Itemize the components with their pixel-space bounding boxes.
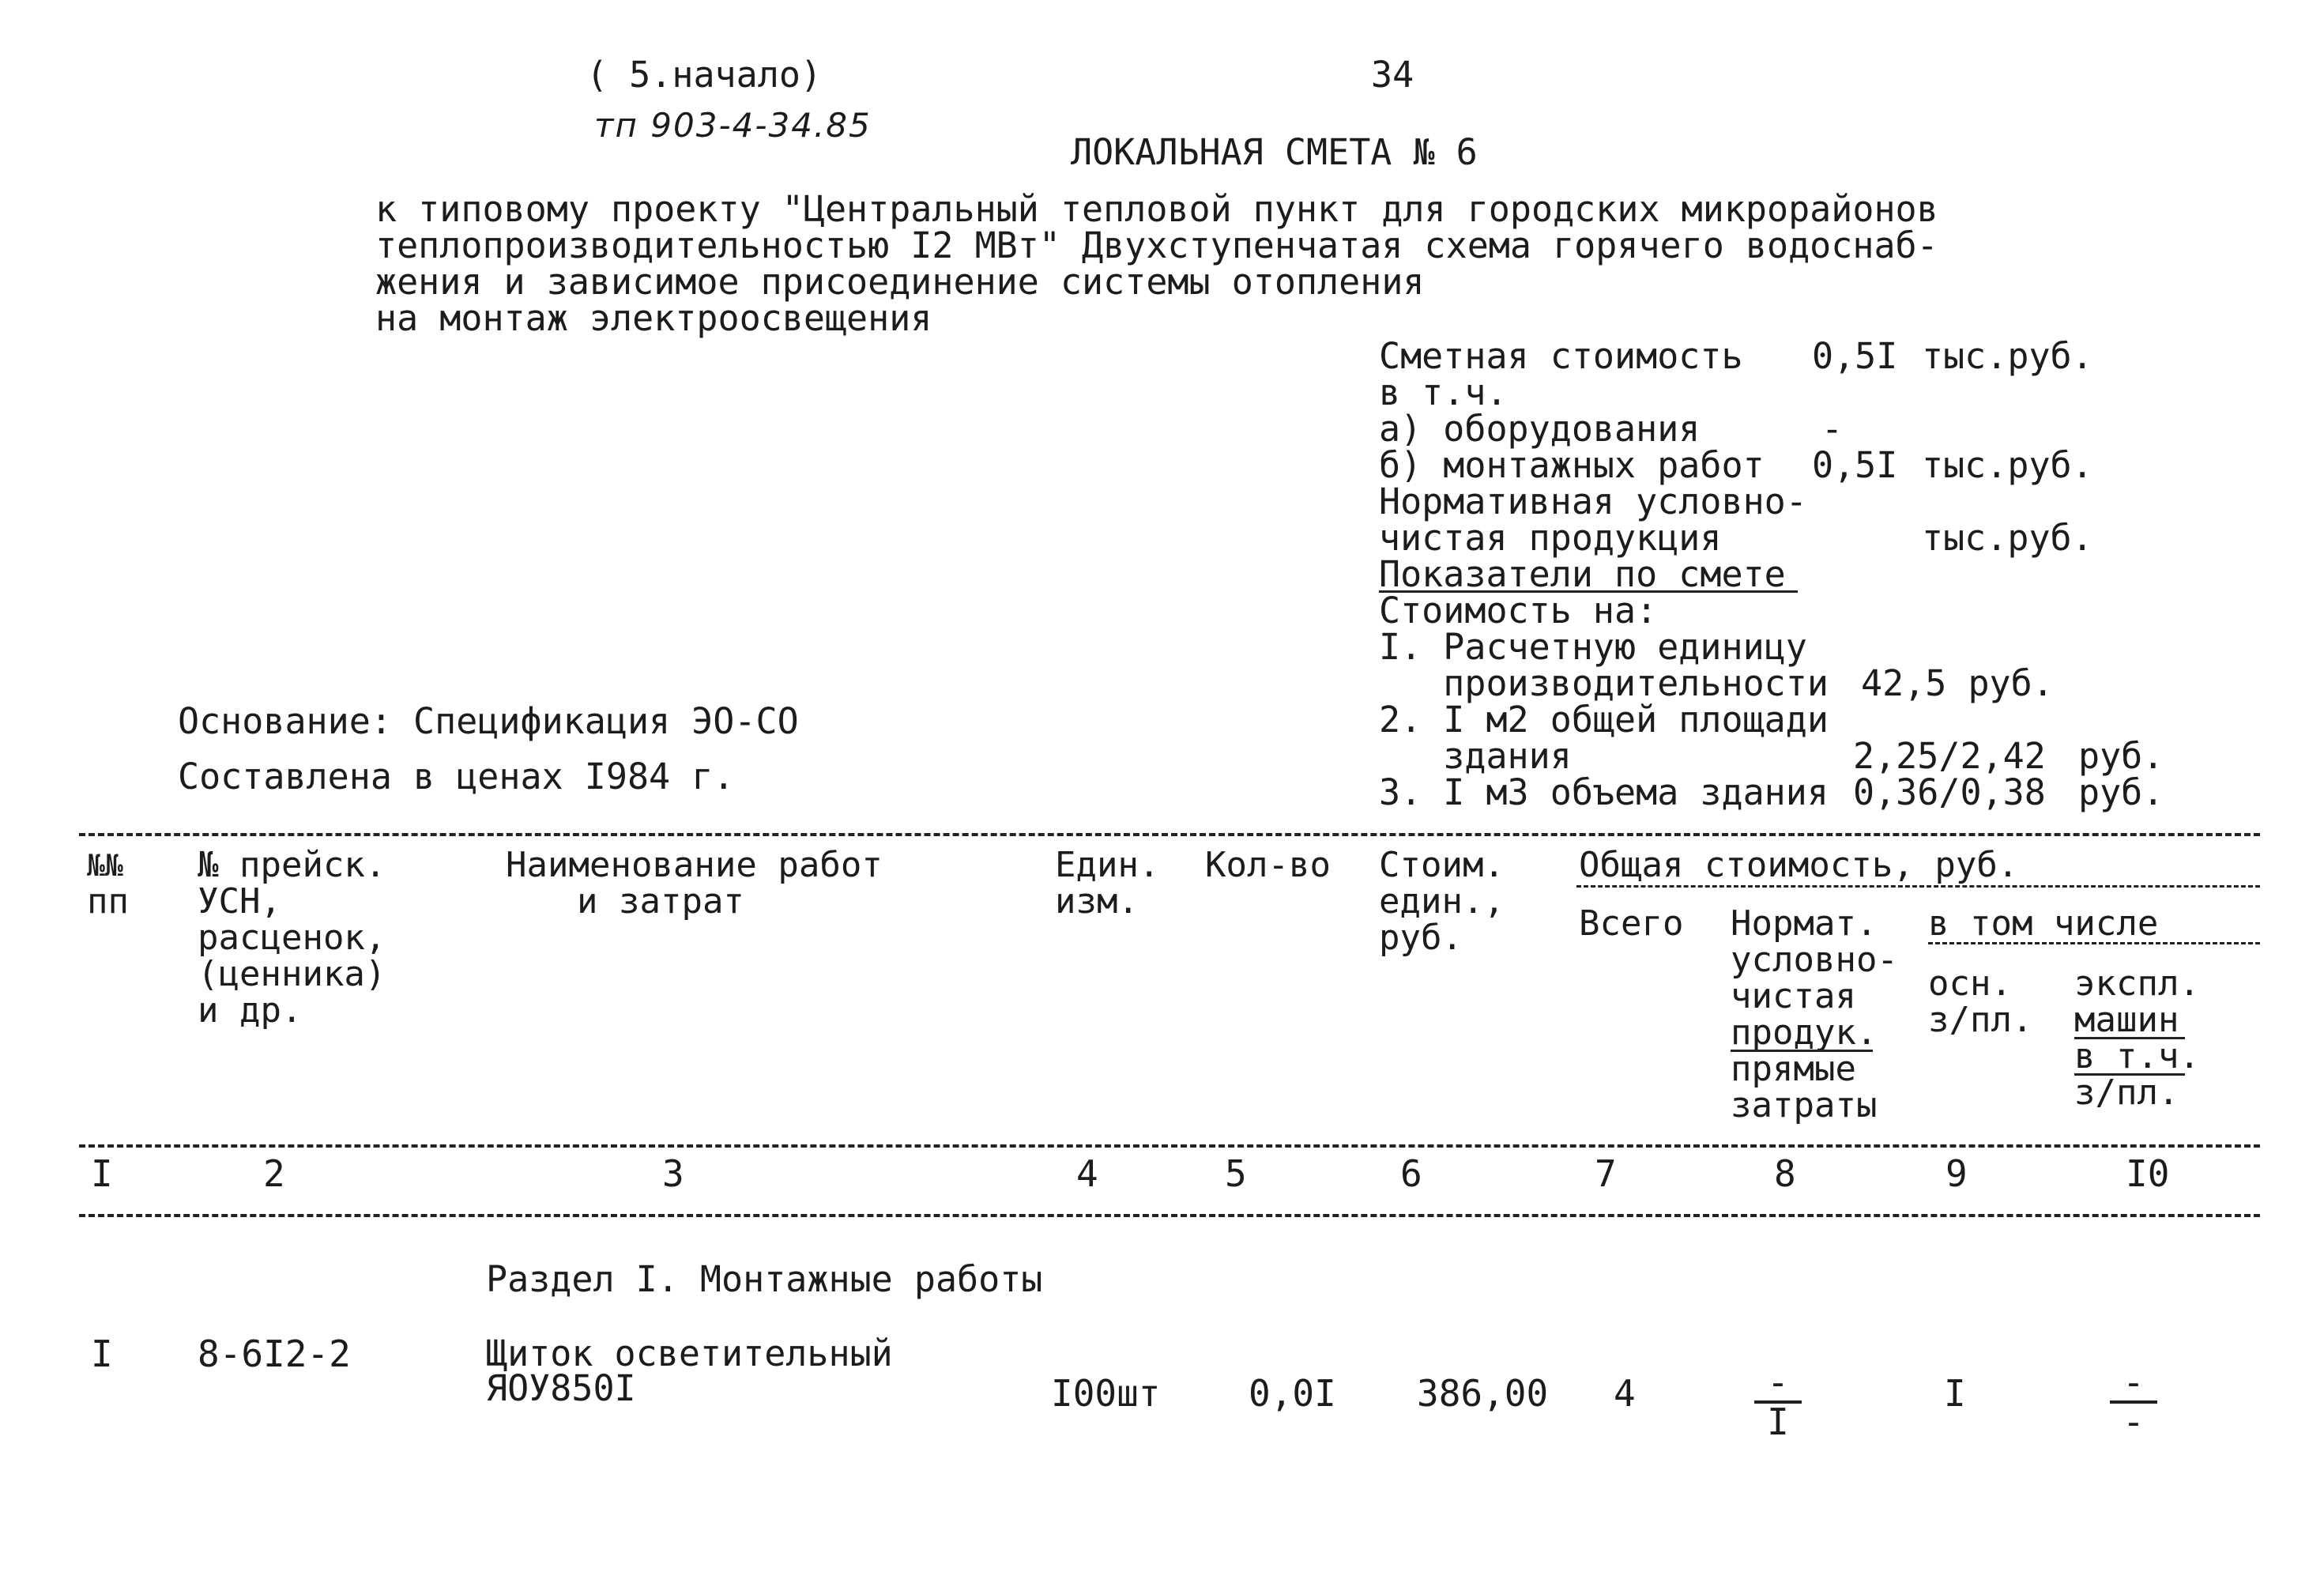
col-header-code: и др.: [198, 990, 303, 1031]
summary-label: производительности: [1379, 662, 1829, 704]
description-line: на монтаж электроосвещения: [375, 297, 932, 339]
summary-unit: тыс.руб.: [1922, 517, 2093, 559]
col-header-code: № прейск.: [198, 845, 386, 885]
col-header-unit: Един.: [1055, 845, 1160, 885]
summary-label: I. Расчетную единицу: [1379, 626, 1807, 668]
group-underline: [1576, 885, 2260, 888]
summary-label: а) оборудования: [1379, 408, 1701, 450]
summary-label: в т.ч.: [1379, 371, 1508, 413]
column-number: 7: [1595, 1152, 1617, 1195]
summary-unit: тыс.руб.: [1922, 335, 2093, 377]
row-machines-fraction: [2094, 1361, 2173, 1443]
row-name: ЯОУ850I: [486, 1367, 636, 1409]
row-code: 8-6I2-2: [198, 1333, 351, 1375]
col-header-machines: машин: [2074, 1000, 2179, 1040]
table-top-rule: [79, 833, 2260, 836]
col-header-name: и затрат: [577, 881, 744, 922]
col-header-unit-price: Стоим.: [1379, 845, 1505, 885]
summary-label: 2. I м2 общей площади: [1379, 699, 1829, 741]
column-number: I0: [2126, 1152, 2170, 1195]
summary-label: Показатели по смете: [1379, 553, 1786, 595]
col-header-base-salary: осн.: [1928, 963, 2012, 1004]
summary-value: 0,5I: [1812, 444, 1898, 486]
summary-value: 2,25/2,42: [1853, 735, 2046, 777]
fraction-denominator: -: [2122, 1400, 2145, 1443]
subgroup-underline: [1928, 942, 2260, 944]
col-header-total: Всего: [1579, 903, 1684, 944]
col-header-machines: в т.ч.: [2074, 1036, 2200, 1076]
column-number: 3: [662, 1152, 684, 1195]
row-qty: 0,0I: [1249, 1372, 1336, 1415]
summary-value: 0,36/0,38: [1853, 771, 2046, 813]
col-header-qty: Кол-во: [1205, 845, 1331, 885]
col-header-normative: прямые: [1731, 1049, 1856, 1089]
col-header-unit: изм.: [1055, 881, 1139, 922]
summary-label: чистая продукция: [1379, 517, 1722, 559]
col-header-subgroup: в том числе: [1928, 903, 2159, 944]
column-number: 5: [1225, 1152, 1247, 1195]
summary-label: Стоимость на:: [1379, 590, 1658, 631]
column-number: 4: [1076, 1152, 1098, 1195]
col-header-name: Наименование работ: [506, 845, 883, 885]
row-unit: I00шт: [1051, 1372, 1161, 1415]
basis-line: Составлена в ценах I984 г.: [178, 756, 735, 797]
column-number: 9: [1945, 1152, 1968, 1195]
col-header-normative: Нормат.: [1731, 903, 1878, 944]
col-header-code: УСН,: [198, 881, 281, 922]
description-line: теплопроизводительностью I2 МВт" Двухступенчатая схема горячего водоснаб-: [375, 224, 1938, 266]
description-line: к типовому проекту "Центральный тепловой пункт для городских микрорайонов: [375, 188, 1938, 230]
table-header-rule: [79, 1144, 2260, 1148]
col-header-normative: продук.: [1731, 1012, 1878, 1053]
row-name: Щиток осветительный: [486, 1333, 893, 1374]
summary-value: 0,5I: [1812, 335, 1898, 377]
col-header-machines: з/пл.: [2074, 1072, 2179, 1113]
fraction-denominator: I: [1767, 1400, 1789, 1443]
col-header-number: №№: [87, 848, 123, 883]
column-number: I: [91, 1152, 113, 1195]
row-normative-fraction: [1738, 1361, 1817, 1443]
col-header-normative: чистая: [1731, 976, 1856, 1016]
section-title: Раздел I. Монтажные работы: [486, 1258, 1043, 1300]
col-header-number: пп: [87, 881, 129, 922]
page-number: 34: [1371, 54, 1414, 96]
summary-label: Сметная стоимость: [1379, 335, 1743, 377]
col-header-code: (ценника): [198, 954, 386, 994]
row-total: 4: [1614, 1372, 1636, 1415]
document-title: ЛОКАЛЬНАЯ СМЕТА № 6: [1071, 131, 1478, 173]
fraction-numerator: -: [1767, 1361, 1789, 1404]
summary-unit: руб.: [2078, 735, 2164, 777]
column-number: 2: [263, 1152, 285, 1195]
description-line: жения и зависимое присоединение системы отопления: [375, 261, 1425, 303]
row-unit-price: 386,00: [1417, 1372, 1549, 1415]
col-header-group-total-cost: Общая стоимость, руб.: [1579, 845, 2019, 885]
summary-label: 3. I м3 объема здания: [1379, 771, 1829, 813]
continuation-label: ( 5.начало): [586, 54, 823, 96]
col-header-unit-price: един.,: [1379, 881, 1505, 922]
column-number: 8: [1774, 1152, 1796, 1195]
table-numbers-rule: [79, 1214, 2260, 1217]
summary-unit: руб.: [2078, 771, 2164, 813]
summary-label: здания: [1379, 735, 1572, 777]
basis-line: Основание: Спецификация ЭО-СО: [178, 700, 799, 742]
row-number: I: [91, 1333, 113, 1375]
fraction-numerator: -: [2122, 1361, 2145, 1404]
col-header-machines: экспл.: [2074, 963, 2200, 1004]
summary-label: Нормативная условно-: [1379, 481, 1807, 522]
col-header-unit-price: руб.: [1379, 918, 1463, 958]
col-header-base-salary: з/пл.: [1928, 1000, 2033, 1040]
summary-value: 42,5 руб.: [1861, 662, 2054, 704]
summary-label: б) монтажных работ: [1379, 444, 1765, 486]
column-number: 6: [1400, 1152, 1422, 1195]
col-header-normative: затраты: [1731, 1085, 1878, 1125]
project-code-handwritten: тп 903-4-34.85: [594, 106, 872, 145]
row-base-salary: I: [1944, 1372, 1966, 1415]
col-header-code: расценок,: [198, 918, 386, 958]
summary-unit: тыс.руб.: [1922, 444, 2093, 486]
summary-value: -: [1821, 408, 1844, 450]
col-header-normative: условно-: [1731, 940, 1898, 980]
